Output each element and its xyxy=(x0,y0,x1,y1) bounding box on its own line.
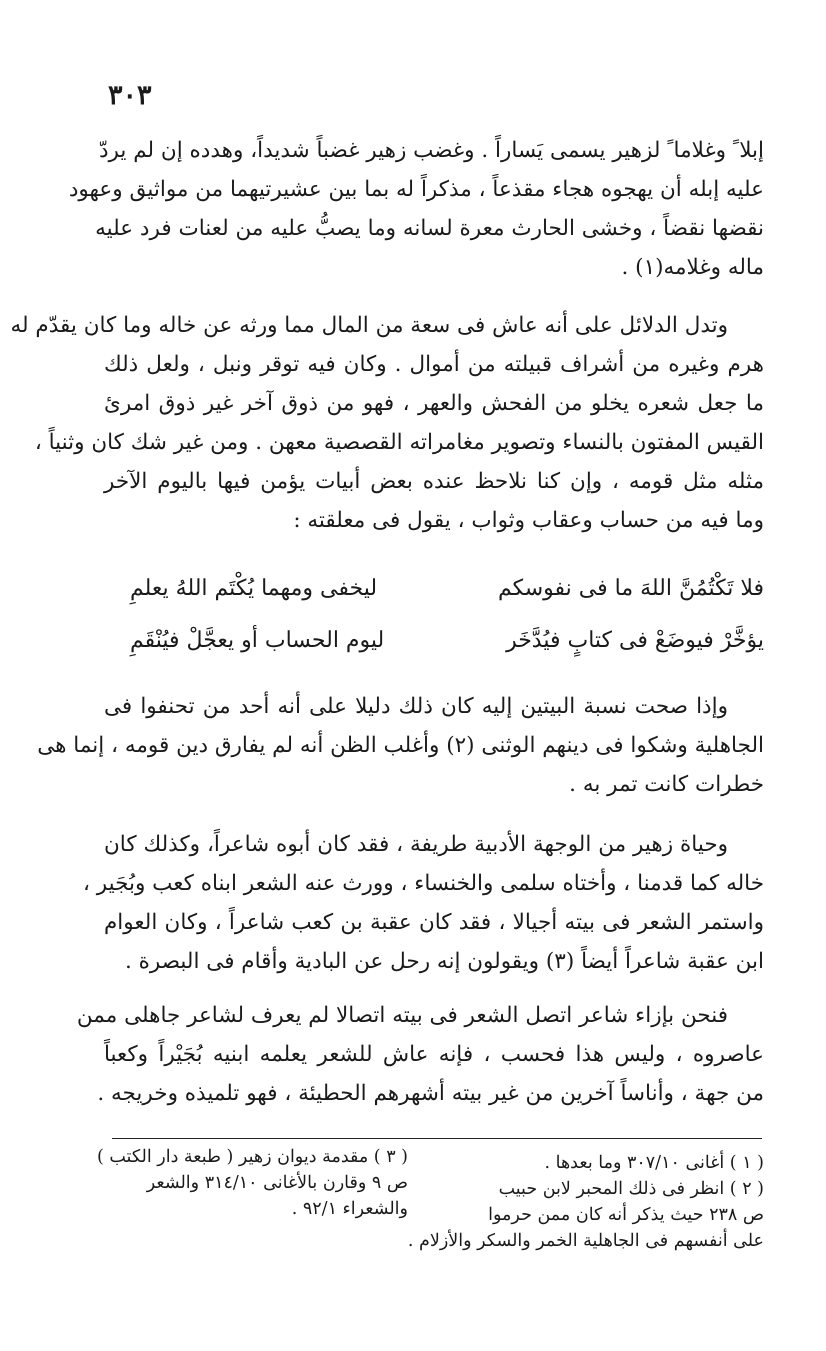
text-line: عليه إبله أن يهجوه هجاء مقذعاً ، مذكراً له بما بين عشيرتيهما من مواثيق وعهود xyxy=(68,177,764,202)
text-line: خطرات كانت تمر به . xyxy=(569,772,764,797)
text-line: خاله كما قدمنا ، وأختاه سلمى والخنساء ، وورث عنه الشعر ابناه كعب وبُجَير ، xyxy=(82,871,764,896)
text-line: هرم وغيره من أشراف قبيلته من أموال . وكان فيه توقر ونبل ، ولعل ذلك xyxy=(104,352,764,377)
text-line: ابن عقبة شاعراً أيضاً (٣) ويقولون إنه رحل عن البادية وأقام فى البصرة . xyxy=(124,949,764,974)
text-line: وتدل الدلائل على أنه عاش فى سعة من المال مما ورثه عن خاله وما كان يقدّم له xyxy=(10,313,728,338)
text-line: عاصروه ، وليس هذا فحسب ، فإنه عاش للشعر يعلمه ابنيه بُجَيْراً وكعباً xyxy=(104,1042,764,1067)
text-line: وإذا صحت نسبة البيتين إليه كان ذلك دليلا على أنه أحد من تحنفوا فى xyxy=(104,694,728,719)
footnote-line: ( ٣ ) مقدمة ديوان زهير ( طبعة دار الكتب ) xyxy=(96,1147,408,1167)
footnote-line: والشعراء ٩٢/١ . xyxy=(291,1199,408,1219)
text-line: فنحن بإزاء شاعر اتصل الشعر فى بيته اتصالا لم يعرف لشاعر جاهلى ممن xyxy=(76,1003,728,1028)
footnote-line: ص ٩ وقارن بالأغانى ٣١٤/١٠ والشعر xyxy=(146,1173,408,1193)
verse-second-hemistich: ليوم الحساب أو يعجَّلْ فيُنْقَمِ xyxy=(130,628,385,653)
footnote-line: ( ٢ ) انظر فى ذلك المحبر لابن حبيب xyxy=(498,1179,764,1199)
text-line: الجاهلية وشكوا فى دينهم الوثنى (٢) وأغلب الظن أنه لم يفارق دين قومه ، إنما هى xyxy=(37,733,764,758)
text-line: واستمر الشعر فى بيته أجيالا ، فقد كان عقبة بن كعب شاعراً ، وكان العوام xyxy=(104,910,764,935)
footnote-line: على أنفسهم فى الجاهلية الخمر والسكر والأزلام . xyxy=(407,1231,764,1251)
text-line: إبلا ً وغلاما ً لزهير يسمى يَساراً . وغضب زهير غضباً شديداً، وهدده إن لم يردّ xyxy=(98,138,764,163)
text-line: مثله مثل قومه ، وإن كنا نلاحظ عنده بعض أبيات يؤمن فيها باليوم الآخر xyxy=(104,469,764,494)
text-line: وما فيه من حساب وعقاب وثواب ، يقول فى معلقته : xyxy=(293,508,764,533)
footnote-separator xyxy=(112,1138,762,1139)
verse-first-hemistich: فلا تَكْتُمُنَّ اللهَ ما فى نفوسكم xyxy=(497,576,764,601)
verse-first-hemistich: يؤخَّرْ فيوضَعْ فى كتابٍ فيُدَّخَر xyxy=(506,628,764,653)
text-line: ما جعل شعره يخلو من الفحش والعهر ، فهو من ذوق آخر غير ذوق امرئ xyxy=(104,391,764,416)
text-line: وحياة زهير من الوجهة الأدبية طريفة ، فقد كان أبوه شاعراً، وكذلك كان xyxy=(104,832,728,857)
text-line: القيس المفتون بالنساء وتصوير مغامراته القصصية معهن . ومن غير شك كان وثنياً ، xyxy=(34,430,764,455)
verse-second-hemistich: ليخفى ومهما يُكْتَم اللهُ يعلمِ xyxy=(130,576,378,601)
text-line: من جهة ، وأناساً آخرين من غير بيته أشهرهم الحطيئة ، فهو تلميذه وخريجه . xyxy=(97,1081,764,1106)
footnote-line: ( ١ ) أغانى ٣٠٧/١٠ وما بعدها . xyxy=(544,1153,764,1173)
page-number: ٣٠٣ xyxy=(108,80,152,111)
text-line: نقضها نقضاً ، وخشى الحارث معرة لسانه وما يصبُّ عليه من لعنات فرد عليه xyxy=(95,216,764,241)
footnote-line: ص ٢٣٨ حيث يذكر أنه كان ممن حرموا xyxy=(488,1205,764,1225)
text-line: ماله وغلامه(١) . xyxy=(621,255,764,280)
